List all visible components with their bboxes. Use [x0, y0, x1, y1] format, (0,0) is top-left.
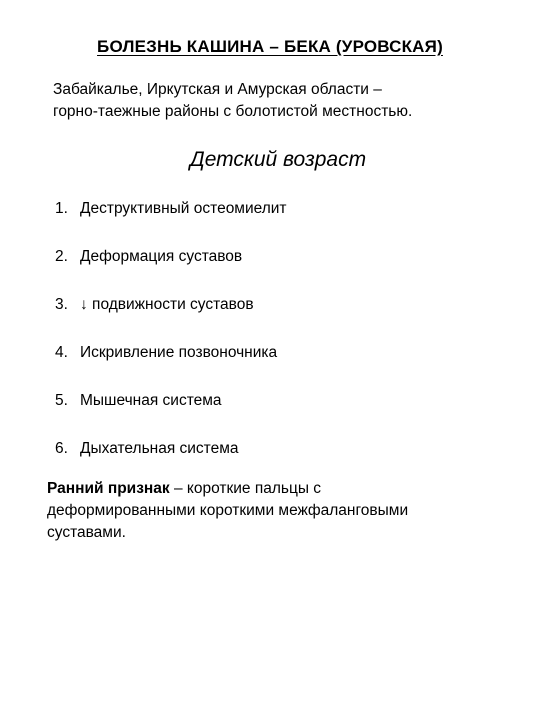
- list-item-text: Мышечная система: [80, 392, 222, 409]
- region-line-1: Забайкалье, Иркутская и Амурская области –: [53, 81, 382, 98]
- list-item-text: Искривление позвоночника: [80, 344, 278, 361]
- region-line-2: горно-таежные районы с болотистой местностью.: [53, 103, 413, 120]
- list-item: [55, 294, 515, 342]
- list-item-number: 1.: [55, 200, 68, 217]
- list-item: [55, 246, 515, 294]
- list-item-text: Деформация суставов: [80, 248, 243, 265]
- list-item-text: Деструктивный остеомиелит: [80, 200, 287, 217]
- region-paragraph: [53, 79, 523, 123]
- list-item-number: 3.: [55, 296, 68, 313]
- list-item-number: 4.: [55, 344, 68, 361]
- list-item-text: Дыхательная система: [80, 440, 239, 457]
- list-item: [55, 198, 515, 246]
- early-sign-label: Ранний признак: [47, 480, 170, 497]
- slide-title: БОЛЕЗНЬ КАШИНА – БЕКА (УРОВСКАЯ): [97, 37, 443, 56]
- list-item-number: 2.: [55, 248, 68, 265]
- symptom-list: [55, 198, 515, 486]
- list-item: [55, 342, 515, 390]
- early-sign-line-1: – короткие пальцы с: [169, 480, 322, 497]
- list-item-number: 5.: [55, 392, 68, 409]
- list-item-number: 6.: [55, 440, 68, 457]
- early-sign-paragraph: [47, 478, 517, 544]
- list-item-text: ↓ подвижности суставов: [80, 296, 254, 313]
- early-sign-line-2: деформированными короткими межфаланговыми: [47, 502, 409, 519]
- early-sign-line-3: суставами.: [47, 524, 126, 541]
- list-item: [55, 390, 515, 438]
- section-subtitle: Детский возраст: [189, 148, 367, 171]
